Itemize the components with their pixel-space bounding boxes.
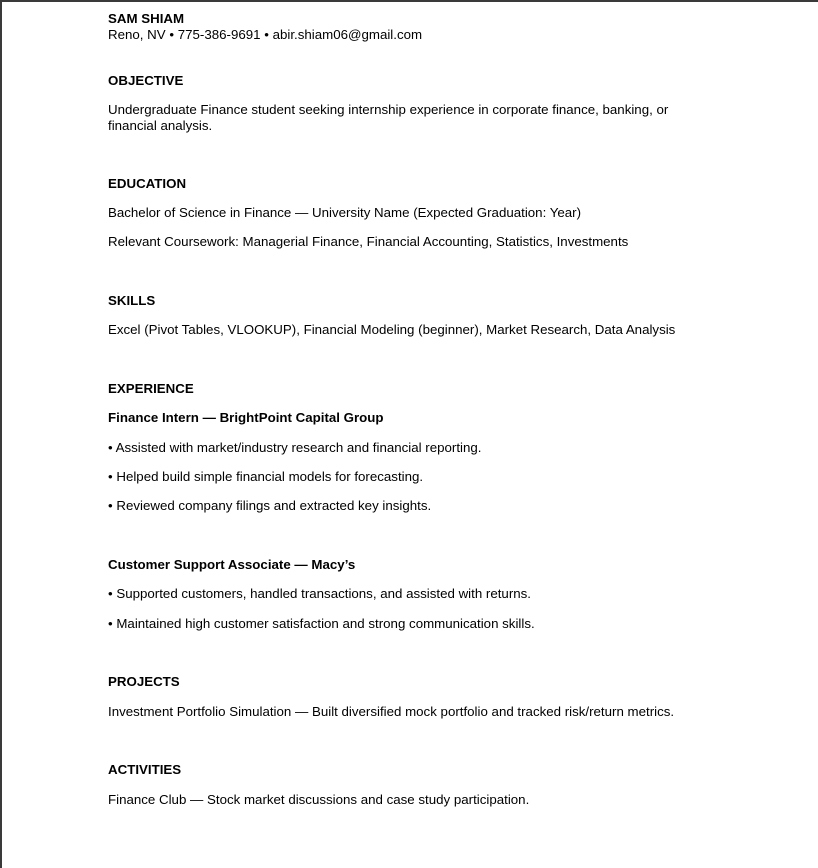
job-title: Customer Support Associate — Macy’s (108, 557, 356, 572)
education-degree: Bachelor of Science in Finance — University Name (Expected Graduation: Year) (108, 205, 582, 220)
education-heading: EDUCATION (108, 176, 187, 191)
job-bullet: • Helped build simple financial models for forecasting. (108, 469, 424, 484)
job-bullet: • Assisted with market/industry research and financial reporting. (108, 440, 482, 455)
projects-text: Investment Portfolio Simulation — Built diversified mock portfolio and tracked risk/return metrics. (108, 704, 675, 719)
contact-email: abir.shiam06@gmail.com (272, 27, 423, 42)
contact-phone: 775-386-9691 (177, 27, 261, 42)
objective-heading: OBJECTIVE (108, 73, 184, 88)
contact-separator: • (169, 27, 175, 42)
projects-heading: PROJECTS (108, 674, 180, 689)
education-coursework: Relevant Coursework: Managerial Finance, Financial Accounting, Statistics, Investments (108, 234, 629, 249)
job-bullet: • Maintained high customer satisfaction and strong communication skills. (108, 616, 535, 631)
candidate-name: SAM SHIAM (108, 11, 185, 26)
activities-text: Finance Club — Stock market discussions and case study participation. (108, 792, 530, 807)
objective-text: Undergraduate Finance student seeking internship experience in corporate finance, banking, or financial analysis. (108, 102, 669, 133)
experience-heading: EXPERIENCE (108, 381, 194, 396)
contact-location: Reno, NV (108, 27, 166, 42)
job-bullet: • Reviewed company filings and extracted key insights. (108, 498, 432, 513)
job-title: Finance Intern — BrightPoint Capital Group (108, 410, 384, 425)
contact-separator: • (264, 27, 269, 42)
resume-content (108, 11, 788, 808)
activities-heading: ACTIVITIES (108, 762, 182, 777)
contact-line (108, 27, 788, 43)
skills-text: Excel (Pivot Tables, VLOOKUP), Financial Modeling (beginner), Market Research, Data Analysis (108, 322, 676, 337)
skills-heading: SKILLS (108, 293, 156, 308)
job-bullet: • Supported customers, handled transactions, and assisted with returns. (108, 586, 531, 601)
